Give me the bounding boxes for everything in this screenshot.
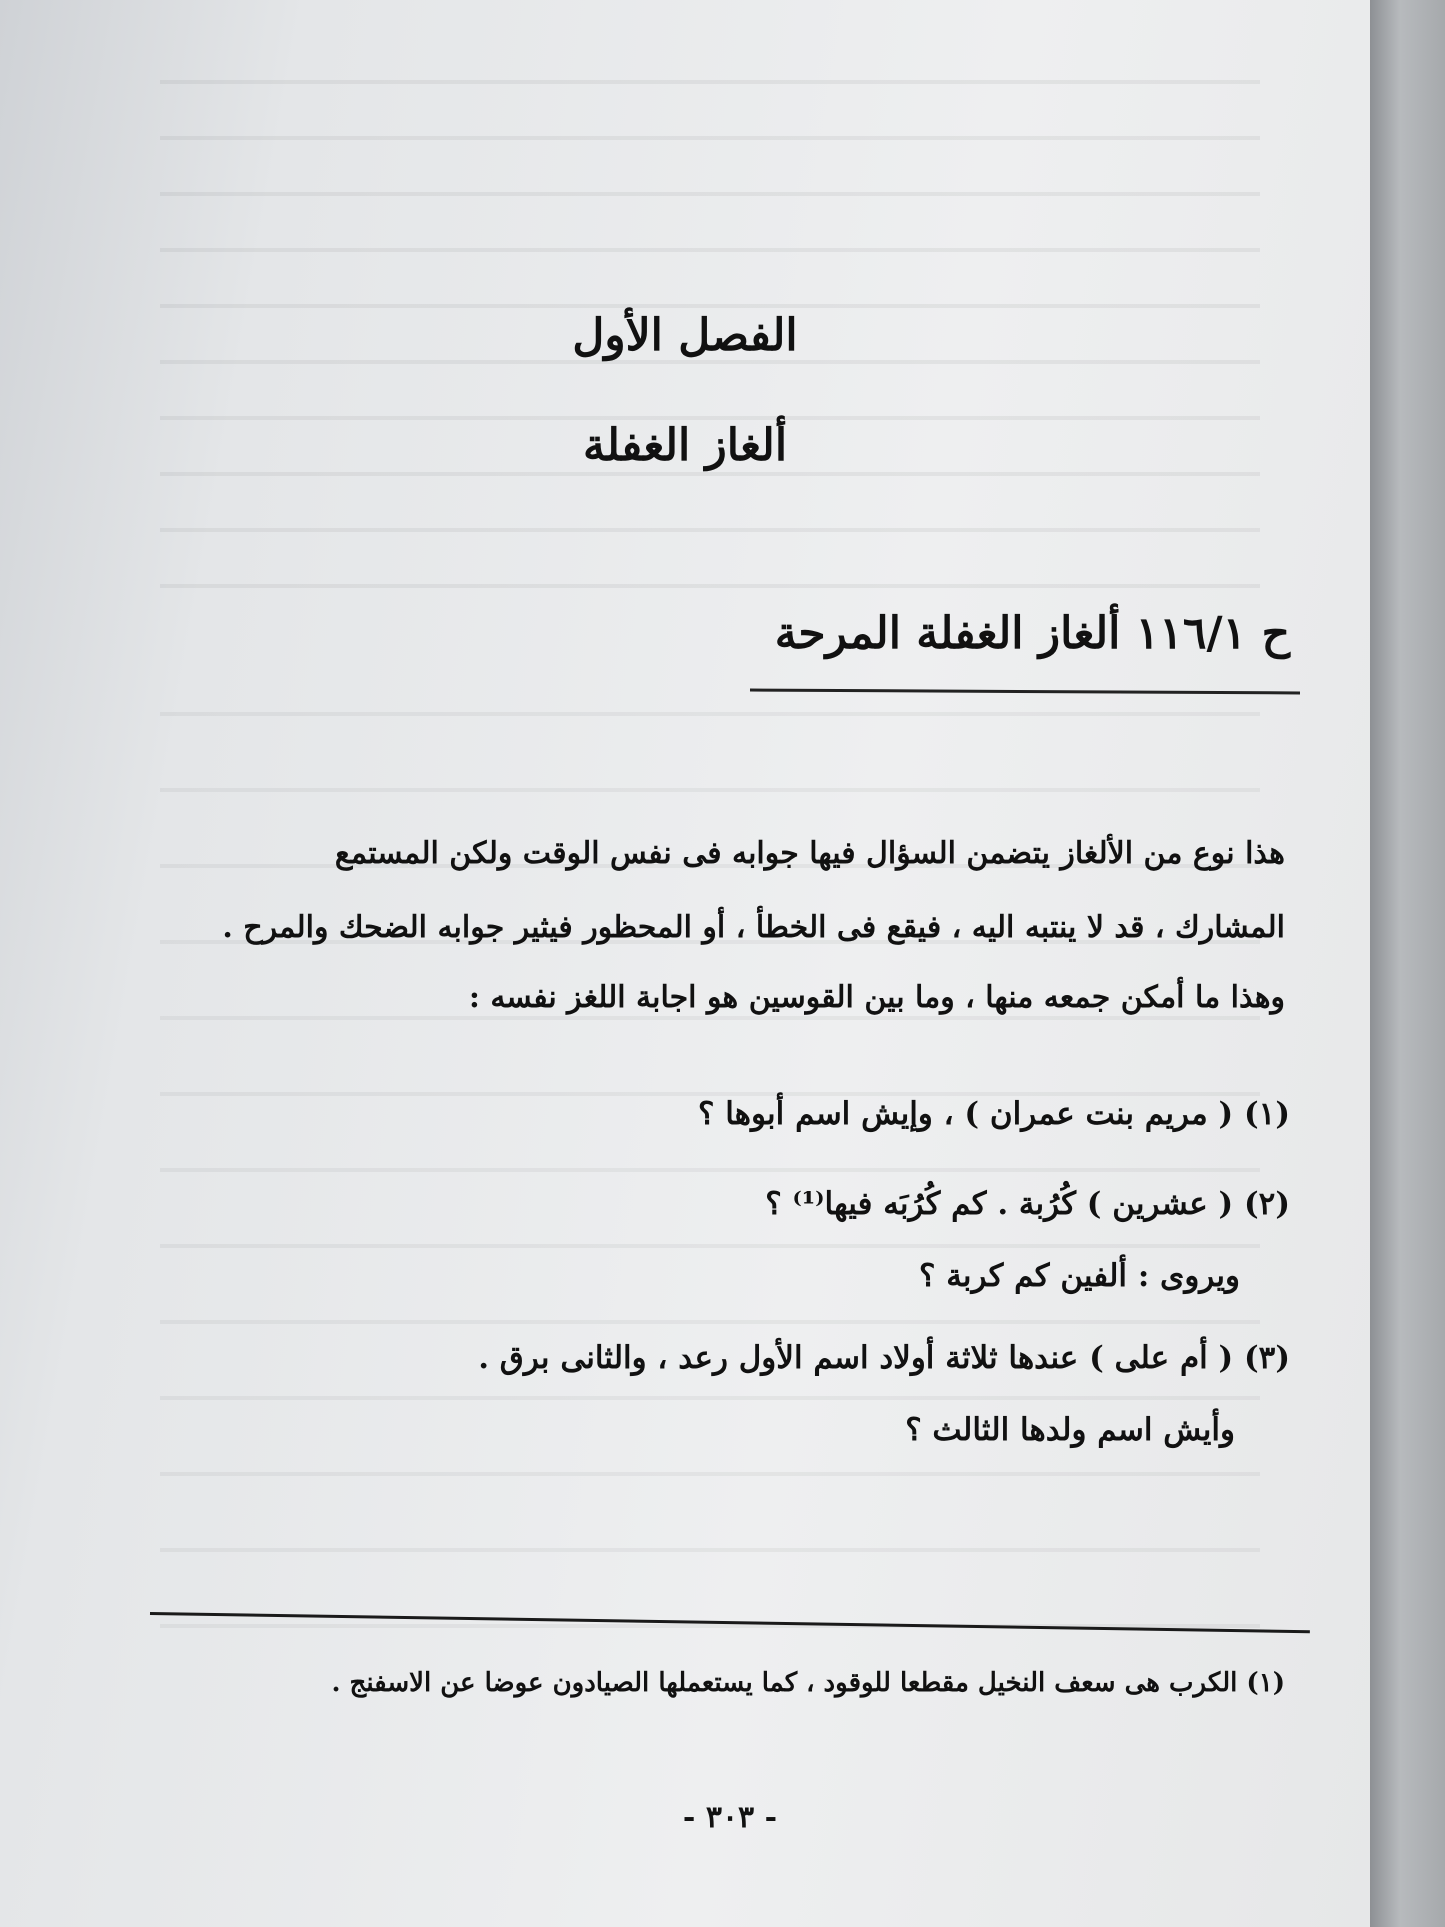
page-edge: [1370, 0, 1445, 1927]
riddle-item: (١) ( مريم بنت عمران ) ، وإيش اسم أبوها ؟: [697, 1096, 1290, 1132]
intro-line: المشارك ، قد لا ينتبه اليه ، فيقع فى الخطأ ، أو المحظور فيثير جوابه الضحك والمرح .: [222, 910, 1285, 945]
section-heading-underline: [750, 689, 1300, 695]
riddle-item-continuation: وأيش اسم ولدها الثالث ؟: [905, 1412, 1235, 1448]
intro-line: وهذا ما أمكن جمعه منها ، وما بين القوسين هو اجابة اللغز نفسه :: [468, 980, 1285, 1015]
riddle-item: (٢) ( عشرين ) كُرُبة . كم كُرُبَه فيها⁽¹⁾ ؟: [765, 1186, 1290, 1222]
section-heading: ح ١١٦/١ ألغاز الغفلة المرحة: [774, 608, 1290, 659]
footnote: (١) الكرب هى سعف النخيل مقطعا للوقود ، كما يستعملها الصيادون عوضا عن الاسفنج .: [331, 1668, 1285, 1698]
intro-line: هذا نوع من الألغاز يتضمن السؤال فيها جوابه فى نفس الوقت ولكن المستمع: [334, 836, 1285, 871]
chapter-title: الفصل الأول: [572, 310, 798, 361]
page-number: - ٣٠٣ -: [682, 1800, 778, 1835]
chapter-subtitle: ألغاز الغفلة: [582, 420, 788, 471]
riddle-item-variant: ويروى : ألفين كم كربة ؟: [919, 1258, 1240, 1294]
riddle-item: (٣) ( أم على ) عندها ثلاثة أولاد اسم الأول رعد ، والثانى برق .: [478, 1340, 1290, 1376]
